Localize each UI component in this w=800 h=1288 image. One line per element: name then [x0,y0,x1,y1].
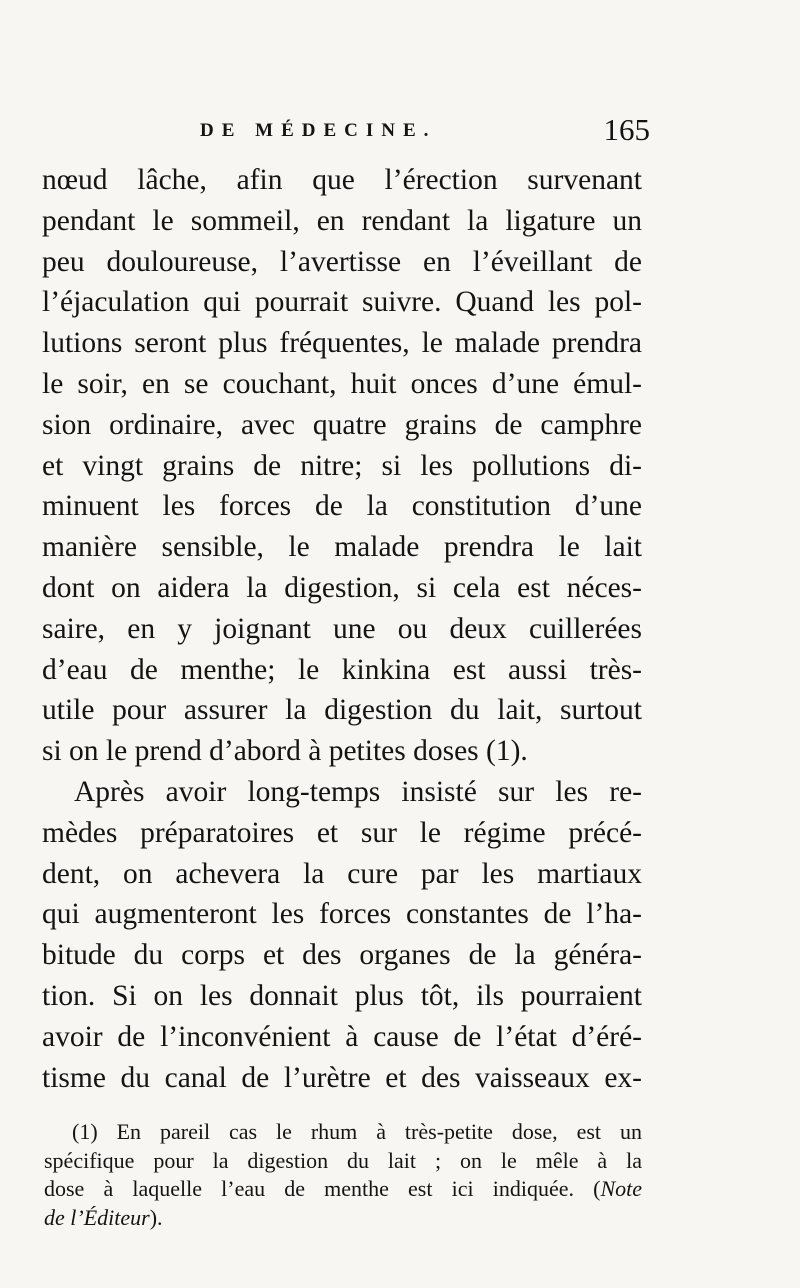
footnote-text: dose à laquelle l’eau de menthe est ici indiquée. ( [44,1176,601,1201]
footnote-editor-label: de l’Éditeur [44,1204,150,1230]
text-line: utile pour assurer la digestion du lait, surtout [42,694,642,727]
text-line: manière sensible, le malade prendra le lait [42,531,642,564]
text-line: nœud lâche, afin que l’érection survenant [42,164,642,196]
text-line: avoir de l’inconvénient à cause de l’état d’éré- [42,1020,642,1053]
body-text [42,160,642,1098]
footnote-line: spécifique pour la digestion du lait ; on le mêle à la [44,1147,642,1173]
text-line: minuent les forces de la constitution d’une [42,490,642,523]
footnote-note-label: Note [600,1176,642,1201]
text-line: sion ordinaire, avec quatre grains de camphre [42,408,642,441]
page-number: 165 [603,112,650,147]
text-line: pendant le sommeil, en rendant la ligature un [42,204,642,237]
footnote-line: (1) En pareil cas le rhum à très-petite dose, est un [72,1119,642,1144]
footnote-line [44,1204,642,1233]
text-line: tion. Si on les donnait plus tôt, ils pourraient [42,979,642,1012]
footnote-end: ). [149,1204,163,1230]
text-line: Après avoir long-temps insisté sur les re- [74,775,642,808]
text-line: peu douloureuse, l’avertisse en l’éveillant de [42,245,642,278]
text-line: dont on aidera la digestion, si cela est néces- [42,571,642,604]
text-line: l’éjaculation qui pourrait suivre. Quand les pol- [42,286,642,319]
footnote [44,1118,642,1232]
text-line: mèdes préparatoires et sur le régime précé- [42,816,642,849]
text-line: qui augmenteront les forces constantes de l’ha- [42,898,642,931]
text-line: tisme du canal de l’urètre et des vaisseaux ex- [42,1061,642,1094]
text-line: le soir, en se couchant, huit onces d’une émul- [42,367,642,400]
text-line: et vingt grains de nitre; si les pollutions di- [42,449,642,482]
text-line: d’eau de menthe; le kinkina est aussi très- [42,653,642,686]
text-line: dent, on achevera la cure par les martiaux [42,857,642,890]
text-line: lutions seront plus fréquentes, le malade prendra [42,327,642,360]
text-line: bitude du corps et des organes de la généra- [42,939,642,972]
text-line: saire, en y joignant une ou deux cuillerées [42,612,642,645]
text-line: si on le prend d’abord à petites doses (1). [42,735,528,768]
footnote-line [44,1175,642,1204]
running-title: DE MÉDECINE. [200,120,437,141]
running-head [200,112,650,152]
